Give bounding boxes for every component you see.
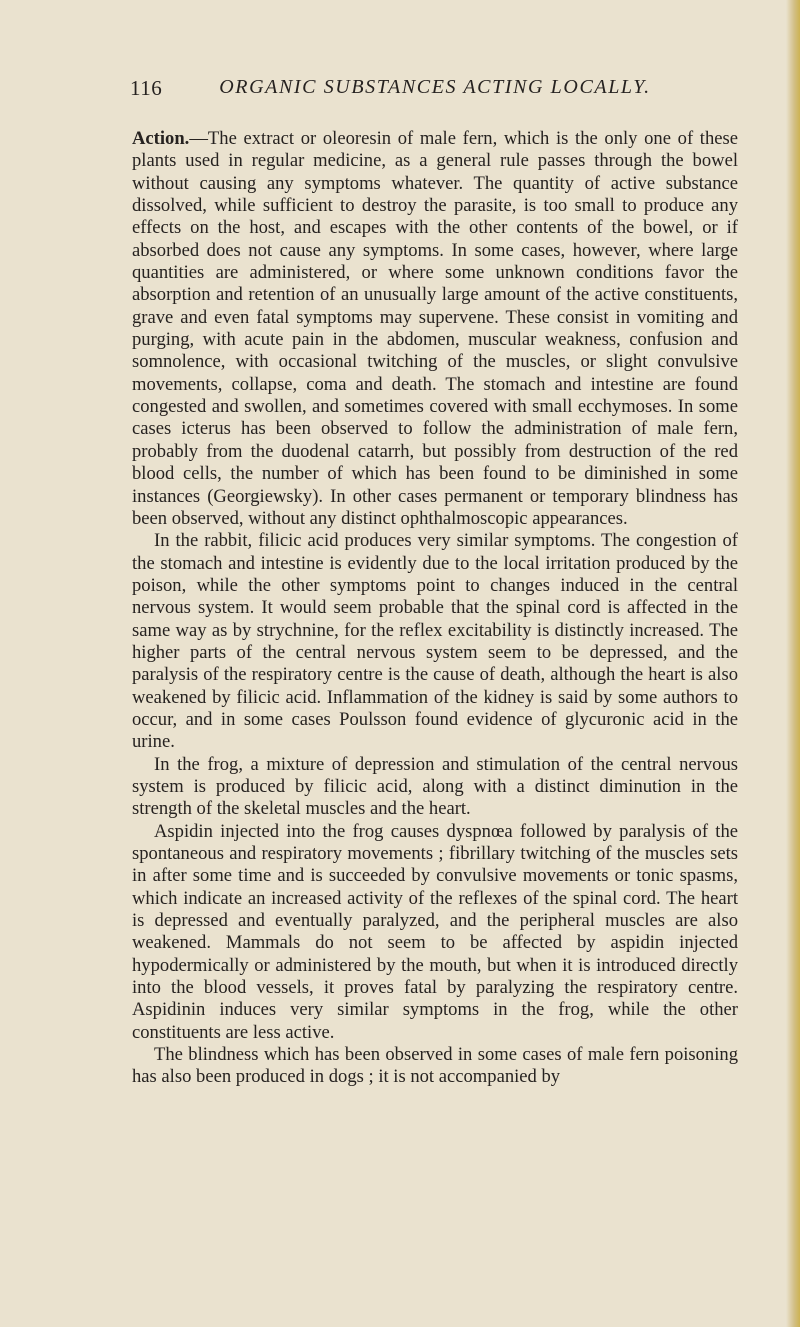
paragraph-blindness: The blindness which has been observed in some cases of male fern poisoning has also been produced in dogs ; it is not accompanied by	[132, 1044, 738, 1088]
page-edge-shading	[786, 0, 800, 1327]
paragraph-action	[132, 128, 738, 530]
page-header	[130, 76, 740, 106]
paragraph-rabbit: In the rabbit, filicic acid produces very similar symptoms. The congestion of the stomach and intestine is evidently due to the local irritation produced by the poison, while the other symptoms point to changes induced in the central nervous system. It would seem probable that the spinal cord is affected in the same way as by strychnine, for the reflex excitability is distinctly increased. The higher parts of the central nervous system seem to be depressed, and the paralysis of the respiratory centre is the cause of death, although the heart is also weakened by filicic acid. Inflammation of the kidney is said by some authors to occur, and in some cases Poulsson found evidence of glycuronic acid in the urine.	[132, 530, 738, 753]
paragraph-frog: In the frog, a mixture of depression and stimulation of the central nervous system is produced by filicic acid, along with a distinct diminution in the strength of the skeletal muscles and the heart.	[132, 753, 738, 820]
running-head: ORGANIC SUBSTANCES ACTING LOCALLY.	[219, 76, 651, 98]
paragraph-aspidin: Aspidin injected into the frog causes dyspnœa followed by paralysis of the spontaneous and respiratory movements ; fibrillary twitching of the muscles sets in after some time and is succeeded by convulsive movements or tonic spasms, which indicate an increased activity of the reflexes of the spinal cord. The heart is depressed and eventually paralyzed, and the peripheral muscles are also weakened. Mammals do not seem to be affected by aspidin injected hypodermically or administered by the mouth, but when it is introduced directly into the blood vessels, it proves fatal by paralyzing the respiratory centre. Aspidinin induces very similar symptoms in the frog, while the other constituents are less active.	[132, 820, 738, 1043]
run-in-heading: Action.	[132, 128, 190, 149]
page-number: 116	[130, 76, 163, 100]
body-text	[132, 128, 738, 1089]
paragraph-text: —The extract or oleoresin of male fern, which is the only one of these plants used in regular medicine, as a general rule passes through the bowel without causing any symptoms whatever. The quantity of active substance dissolved, while sufficient to destroy the parasite, is too small to produce any effects on the host, and escapes with the other contents of the bowel, or if absorbed does not cause any symptoms. In some cases, however, where large quantities are administered, or where some unknown conditions favor the absorption and retention of an unusually large amount of the active constituents, grave and even fatal symptoms may supervene. These consist in vomiting and purging, with acute pain in the abdomen, muscular weakness, confusion and somnolence, with occasional twitching of the muscles, or slight convulsive movements, collapse, coma and death. The stomach and intestine are found congested and swollen, and sometimes covered with small ecchymoses. In some cases icterus has been observed to follow the administration of male fern, probably from the duodenal catarrh, but possibly from destruction of the red blood cells, the number of which has been found to be diminished in some instances (Georgiewsky). In other cases permanent or temporary blindness has been observed, without any distinct ophthalmoscopic appearances.	[132, 128, 738, 529]
